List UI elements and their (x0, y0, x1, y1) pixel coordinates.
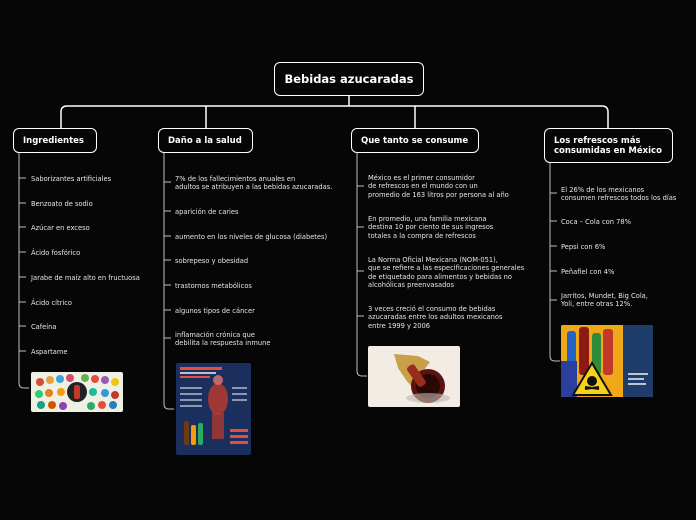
leaf-item[interactable]: Coca – Cola con 78% (561, 218, 631, 226)
branch-title: Los refrescos más consumidas en México (554, 135, 662, 156)
leaf-item[interactable]: algunos tipos de cáncer (175, 307, 255, 315)
leaf-item[interactable]: El 26% de los mexicanos consumen refrescos todos los días (561, 186, 677, 203)
leaf-item[interactable]: México es el primer consumidor de refrescos en el mundo con un promedio de 163 litros por persona al año (368, 174, 509, 199)
leaf-item[interactable]: Ácido fosfórico (31, 249, 81, 257)
health-infographic-image[interactable] (176, 363, 251, 455)
soda-warning-image[interactable] (561, 325, 653, 397)
leaf-item[interactable]: Jarritos, Mundet, Big Cola, Yoli, entre otras 12%. (561, 292, 648, 309)
branch-title: Que tanto se consume (361, 135, 469, 146)
mexico-soda-image[interactable] (368, 346, 460, 407)
branch-title: Ingredientes (23, 135, 84, 146)
connector-root-bus (61, 106, 608, 128)
leaf-item[interactable]: Ácido cítrico (31, 299, 72, 307)
leaf-item[interactable]: Jarabe de maíz alto en fructuosa (31, 274, 140, 282)
leaf-item[interactable]: trastornos metabólicos (175, 282, 252, 290)
mexico-soda-graphic (368, 346, 460, 407)
connector-spine-ingredientes (19, 153, 29, 388)
soda-warning-graphic (561, 325, 653, 397)
leaf-item[interactable]: Pepsi con 6% (561, 243, 606, 251)
leaf-item[interactable]: aumento en los niveles de glucosa (diabetes) (175, 233, 328, 241)
branch-ingredientes[interactable] (13, 128, 97, 153)
leaf-item[interactable]: Azúcar en exceso (31, 224, 90, 232)
leaf-item[interactable]: 7% de los fallecimientos anuales en adultos se atribuyen a las bebidas azucaradas. (175, 175, 333, 192)
leaf-item[interactable]: sobrepeso y obesidad (175, 257, 249, 265)
leaf-item[interactable]: inflamación crónica que debilita la respuesta inmune (175, 331, 271, 348)
branch-dano-salud[interactable] (158, 128, 253, 153)
leaf-item[interactable]: La Norma Oficial Mexicana (NOM-051), que se refiere a las especificaciones generales de etiquetado para alimentos y bebidas no alcohólicas preenvasados (368, 256, 525, 289)
leaf-item[interactable]: Saborizantes artificiales (31, 175, 112, 183)
health-infographic-graphic (176, 363, 251, 455)
ingredient-icons-image[interactable] (31, 372, 123, 412)
root-topic[interactable] (274, 62, 424, 96)
leaf-item[interactable]: Peñafiel con 4% (561, 268, 615, 276)
leaf-item[interactable]: 3 veces creció el consumo de bebidas azucaradas entre los adultos mexicanos entre 1999 y 2006 (368, 305, 503, 330)
branch-title: Daño a la salud (168, 135, 242, 146)
leaf-item[interactable]: Aspartame (31, 348, 68, 356)
root-title: Bebidas azucaradas (284, 72, 414, 86)
ingredient-icons-graphic (31, 372, 123, 412)
leaf-item[interactable]: En promedio, una familia mexicana destina 10 por ciento de sus ingresos totales a la compra de refrescos (368, 215, 494, 240)
leaf-item[interactable]: aparición de caries (175, 208, 239, 216)
leaf-item[interactable]: Cafeína (31, 323, 57, 331)
branch-consumo[interactable] (351, 128, 479, 153)
branch-refrescos-mexico[interactable] (544, 128, 673, 163)
connector-spine-dano (164, 153, 174, 409)
leaf-item[interactable]: Benzoato de sodio (31, 200, 93, 208)
